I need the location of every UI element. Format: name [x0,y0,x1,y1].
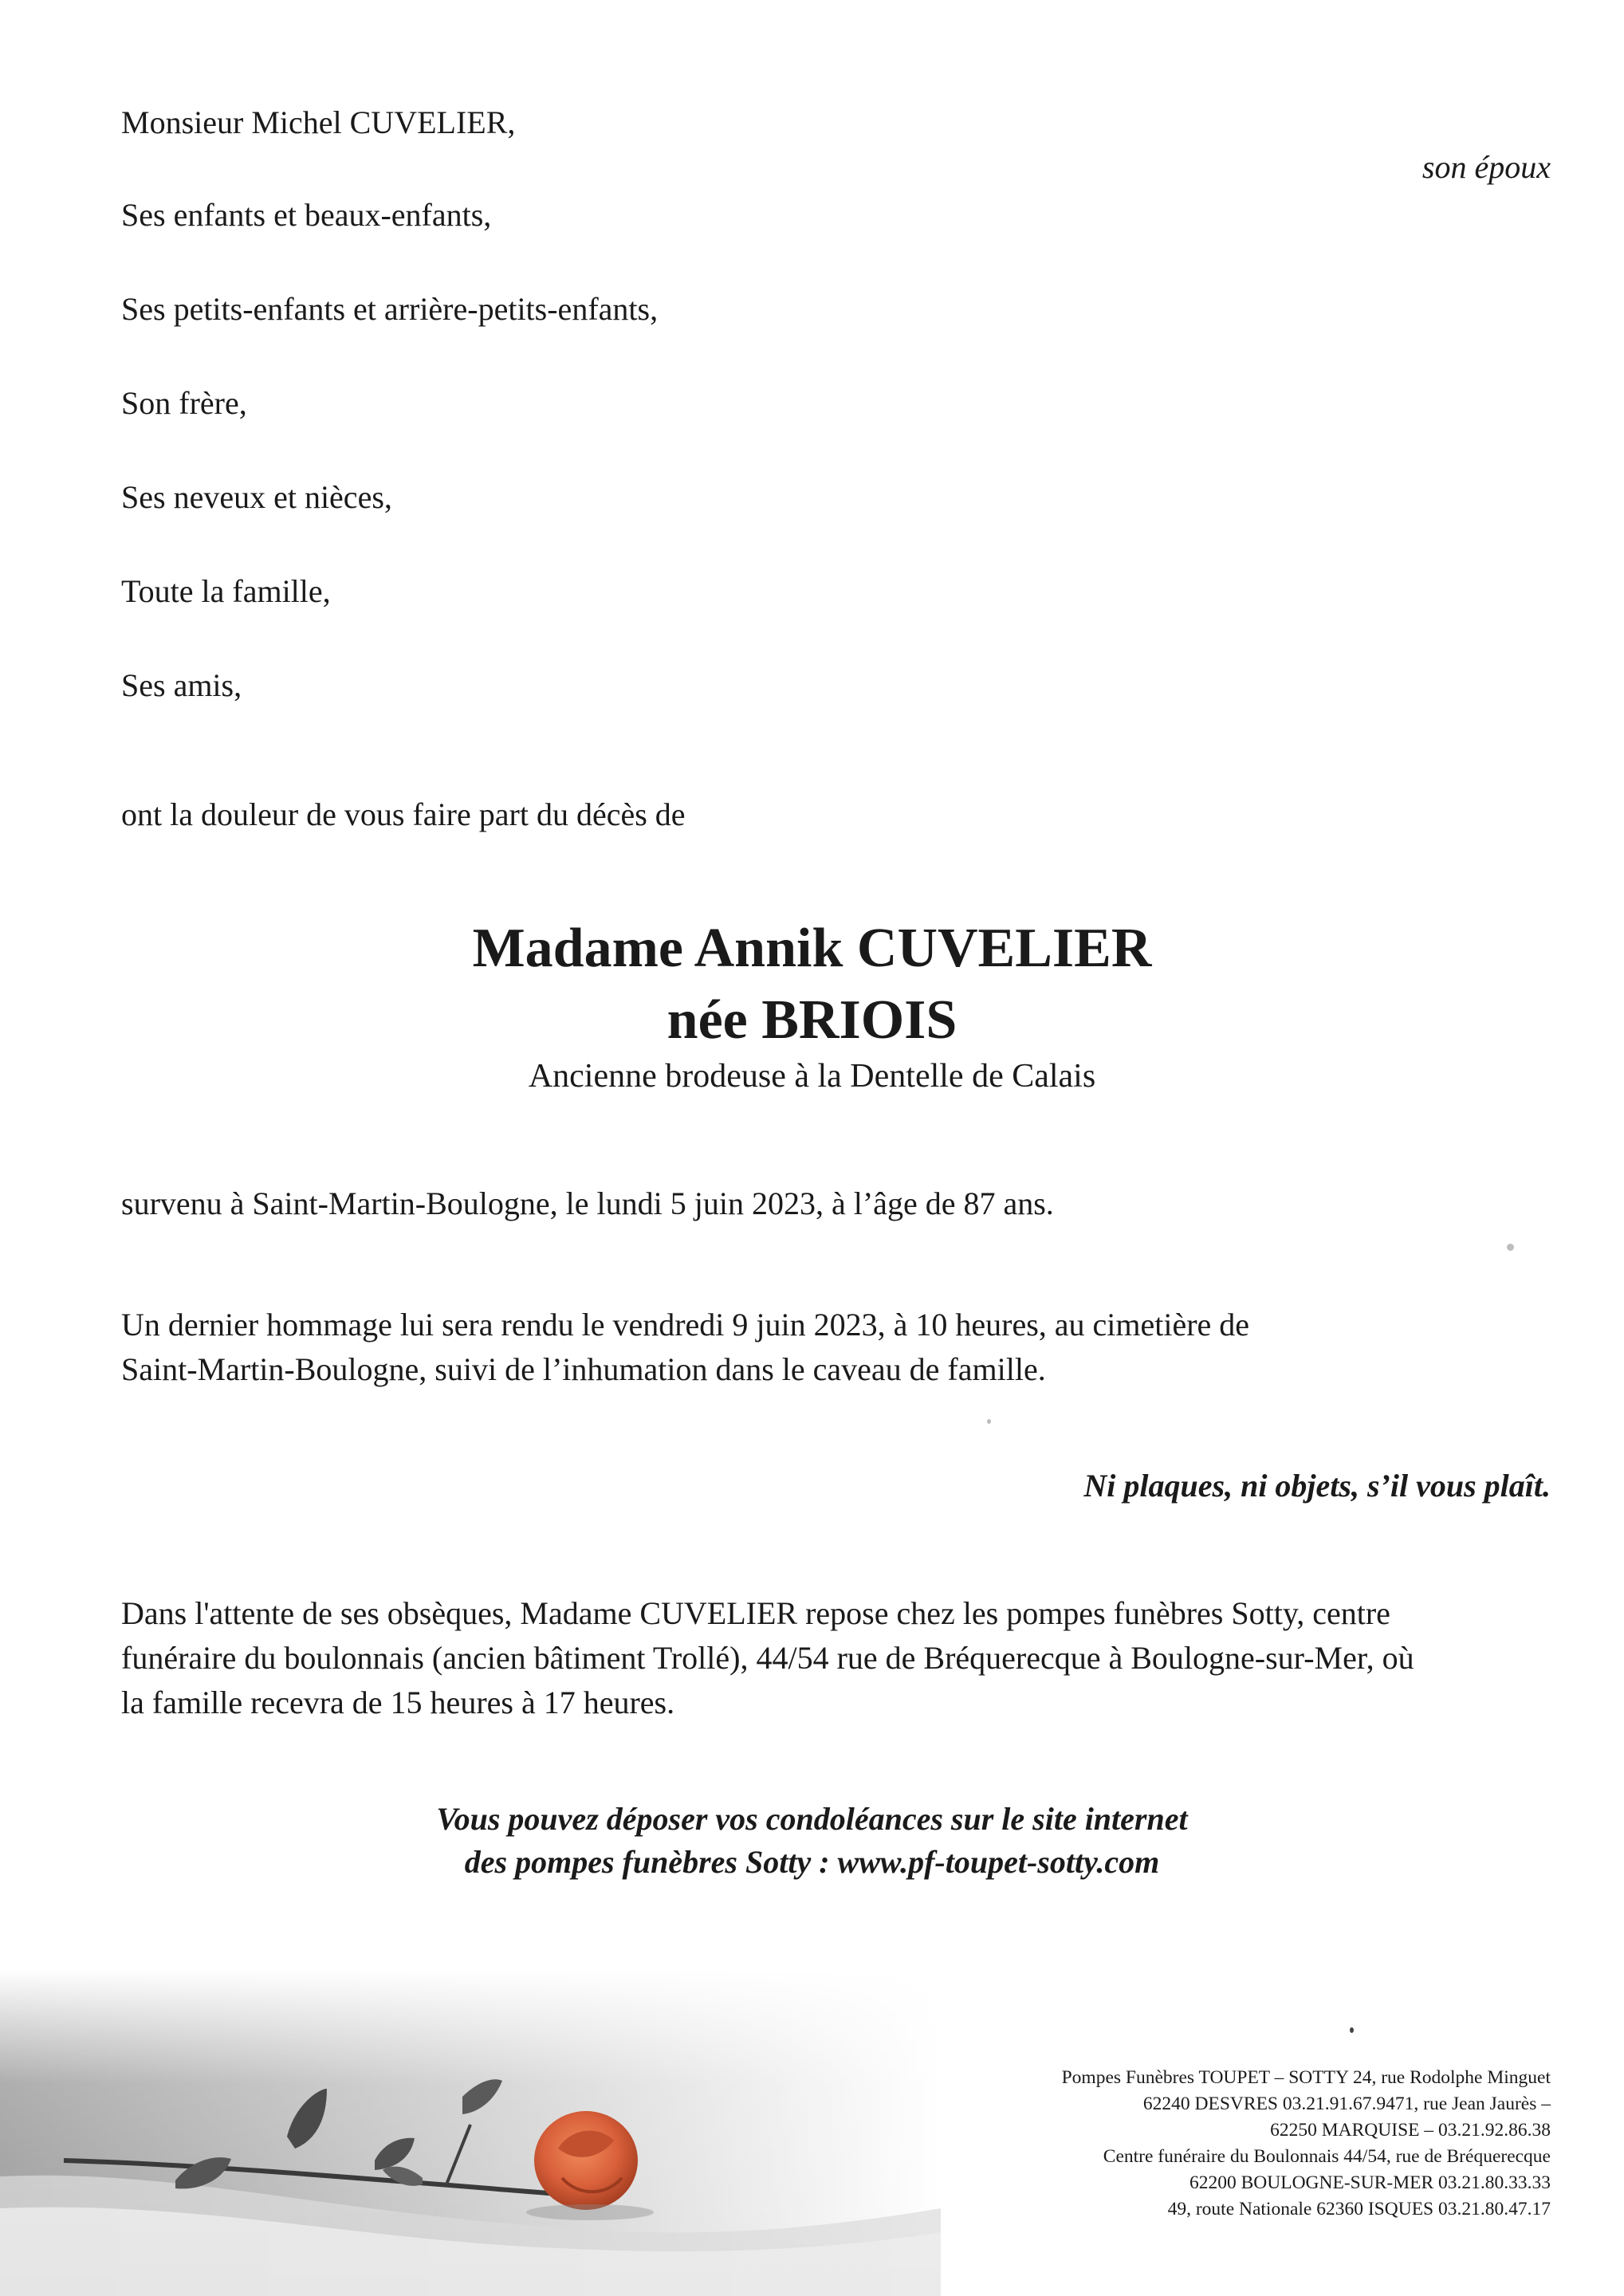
family-line: Son frère, [121,385,247,421]
family-line: Ses amis, [121,667,242,703]
death-notice: survenu à Saint-Martin-Boulogne, le lundi 5 juin 2023, à l’âge de 87 ans. [121,1185,1054,1221]
condolences-line: Vous pouvez déposer vos condoléances sur le site internet [436,1801,1188,1837]
family-line: Ses neveux et nièces, [121,479,392,515]
visitation-paragraph [121,1591,1556,1725]
sky-fade [0,1969,941,2296]
condolences-line: des pompes funèbres Sotty : www.pf-toupet-sotty.com [464,1844,1160,1880]
ceremony-line: Un dernier hommage lui sera rendu le vendredi 9 juin 2023, à 10 heures, au cimetière de [121,1307,1250,1343]
footer-line: 62240 DESVRES 03.21.91.67.9471, rue Jean Jaurès – [1142,2094,1551,2114]
spouse-name: Monsieur Michel CUVELIER, [121,104,516,140]
visitation-line: funéraire du boulonnais (ancien bâtiment Trollé), 44/54 rue de Bréquerecque à Boulogne-sur-Mer, où [121,1640,1414,1676]
funeral-home-info [1062,2065,1551,2223]
footer-line: 49, route Nationale 62360 ISQUES 03.21.80.47.17 [1167,2199,1551,2219]
scan-speck [987,1419,991,1424]
no-flowers-request: Ni plaques, ni objets, s’il vous plaît. [1083,1468,1551,1504]
scan-speck [1507,1244,1514,1251]
rose-shadow [526,2204,654,2220]
scan-speck [1350,2027,1354,2033]
visitation-line: la famille recevra de 15 heures à 17 heures. [121,1685,675,1720]
deceased-occupation: Ancienne brodeuse à la Dentelle de Calais [528,1058,1096,1095]
deceased-name: Madame Annik CUVELIER [472,918,1152,979]
spouse-relation: son époux [1421,149,1551,185]
announcement-text: ont la douleur de vous faire part du décès de [121,796,686,832]
rose-on-beach-image [0,1969,941,2296]
family-line: Ses enfants et beaux-enfants, [121,197,492,233]
rose-bloom [534,2111,638,2210]
visitation-line: Dans l'attente de ses obsèques, Madame CUVELIER repose chez les pompes funèbres Sotty, centre [121,1595,1390,1631]
ceremony-line: Saint-Martin-Boulogne, suivi de l’inhumation dans le caveau de famille. [121,1351,1046,1387]
family-line: Ses petits-enfants et arrière-petits-enfants, [121,291,659,327]
footer-line: 62250 MARQUISE – 03.21.92.86.38 [1270,2120,1551,2141]
deceased-maiden-name: née BRIOIS [667,989,957,1051]
footer-line: 62200 BOULOGNE-SUR-MER 03.21.80.33.33 [1189,2172,1551,2193]
footer-line: Centre funéraire du Boulonnais 44/54, rue de Bréquerecque [1103,2146,1551,2167]
ceremony-paragraph [121,1303,1556,1392]
footer-line: Pompes Funèbres TOUPET – SOTTY 24, rue Rodolphe Minguet [1061,2067,1551,2088]
family-line: Toute la famille, [121,573,331,609]
